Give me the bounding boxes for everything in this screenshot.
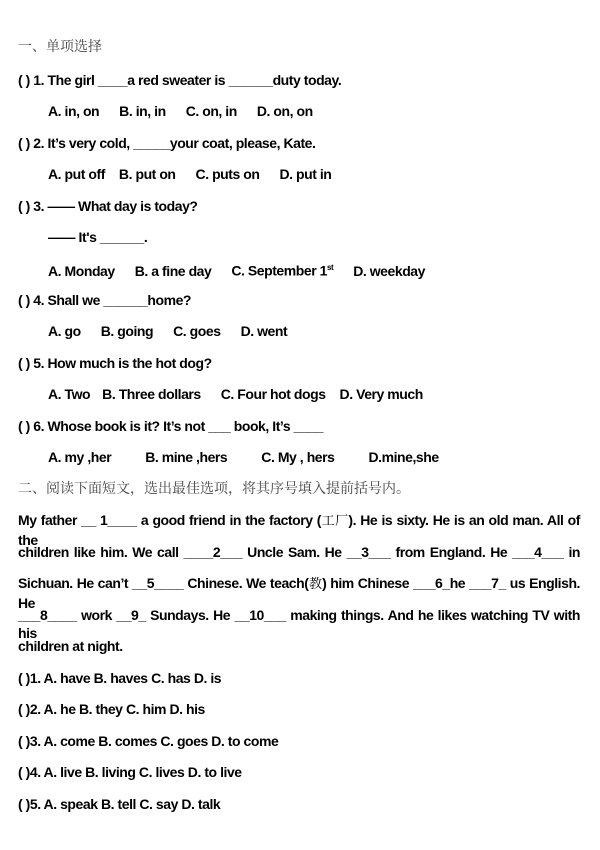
question-6: ( ) 6. Whose book is it? It’s not ___ book, It’s ____ [18,418,323,434]
options-2 [48,165,351,183]
option: C. goes [173,323,221,339]
option: A. put off [48,166,105,182]
reading-question-2: ( )2. A. he B. they C. him D. his [18,701,205,717]
passage-line: ___8____ work __9_ Sundays. He __10___ making things. And he likes watching TV with his [18,607,580,641]
reading-question-5: ( )5. A. speak B. tell C. say D. talk [18,796,221,812]
option: A. my ,her [48,449,112,465]
option: A. in, on [48,103,100,119]
option-text: C. September 1 [231,262,327,279]
question-1: ( ) 1. The girl ____a red sweater is ______duty today. [18,72,342,88]
chinese-gloss: 工厂 [321,514,349,529]
option: B. put on [118,166,176,182]
text: ). He is sixty. He is an old man. All of the [18,512,580,548]
question-3-reply: —— It's ______. [48,229,148,245]
chinese-gloss: 教 [308,577,323,592]
question-2: ( ) 2. It’s very cold, _____your coat, please, Kate. [18,135,316,151]
option: C. Four hot dogs [220,386,326,402]
option: C. on, in [185,103,237,119]
option [231,259,333,280]
text: My father __ 1____ a good friend in the factory ( [18,512,321,528]
reading-question-1: ( )1. A. have B. haves C. has D. is [18,670,222,686]
question-4: ( ) 4. Shall we ______home? [18,292,192,308]
options-6 [48,448,459,466]
passage-line: children at night. [18,638,123,654]
options-3 [48,259,445,280]
option: B. in, in [119,103,166,119]
options-1 [48,102,333,120]
option: D. on, on [256,103,313,119]
section2-heading: 二、阅读下面短文，选出最佳选项，将其序号填入提前括号内。 [18,481,410,497]
text: Sichuan. He can’t __5____ Chinese. We teach( [18,575,309,591]
option: B. mine ,hers [145,449,228,465]
option: C. puts on [195,166,260,182]
option: B. Three dollars [102,386,201,402]
ordinal-suffix: st [326,263,334,272]
option: A. go [48,323,81,339]
text: ) him Chinese ___6_he ___7_ us English. He [18,575,580,611]
option: B. going [100,323,154,339]
option: D. Very much [339,386,423,402]
option: B. a fine day [134,262,212,279]
options-5 [48,385,443,403]
question-3: ( ) 3. —— What day is today? [18,198,198,214]
section1-heading: 一、单项选择 [18,39,102,55]
passage-line: children like him. We call ____2___ Uncle Sam. He __3___ from England. He ___4___ in [18,544,580,560]
option: C. My , hers [261,449,335,465]
reading-question-4: ( )4. A. live B. living C. lives D. to live [18,764,242,780]
option: A. Two [48,386,91,402]
reading-question-3: ( )3. A. come B. comes C. goes D. to come [18,733,279,749]
option: D.mine,she [368,449,439,465]
option: D. went [240,323,288,339]
options-4 [48,322,307,340]
option: D. weekday [353,262,425,279]
question-5: ( ) 5. How much is the hot dog? [18,355,212,371]
option: D. put in [279,166,332,182]
option: A. Monday [48,262,115,279]
